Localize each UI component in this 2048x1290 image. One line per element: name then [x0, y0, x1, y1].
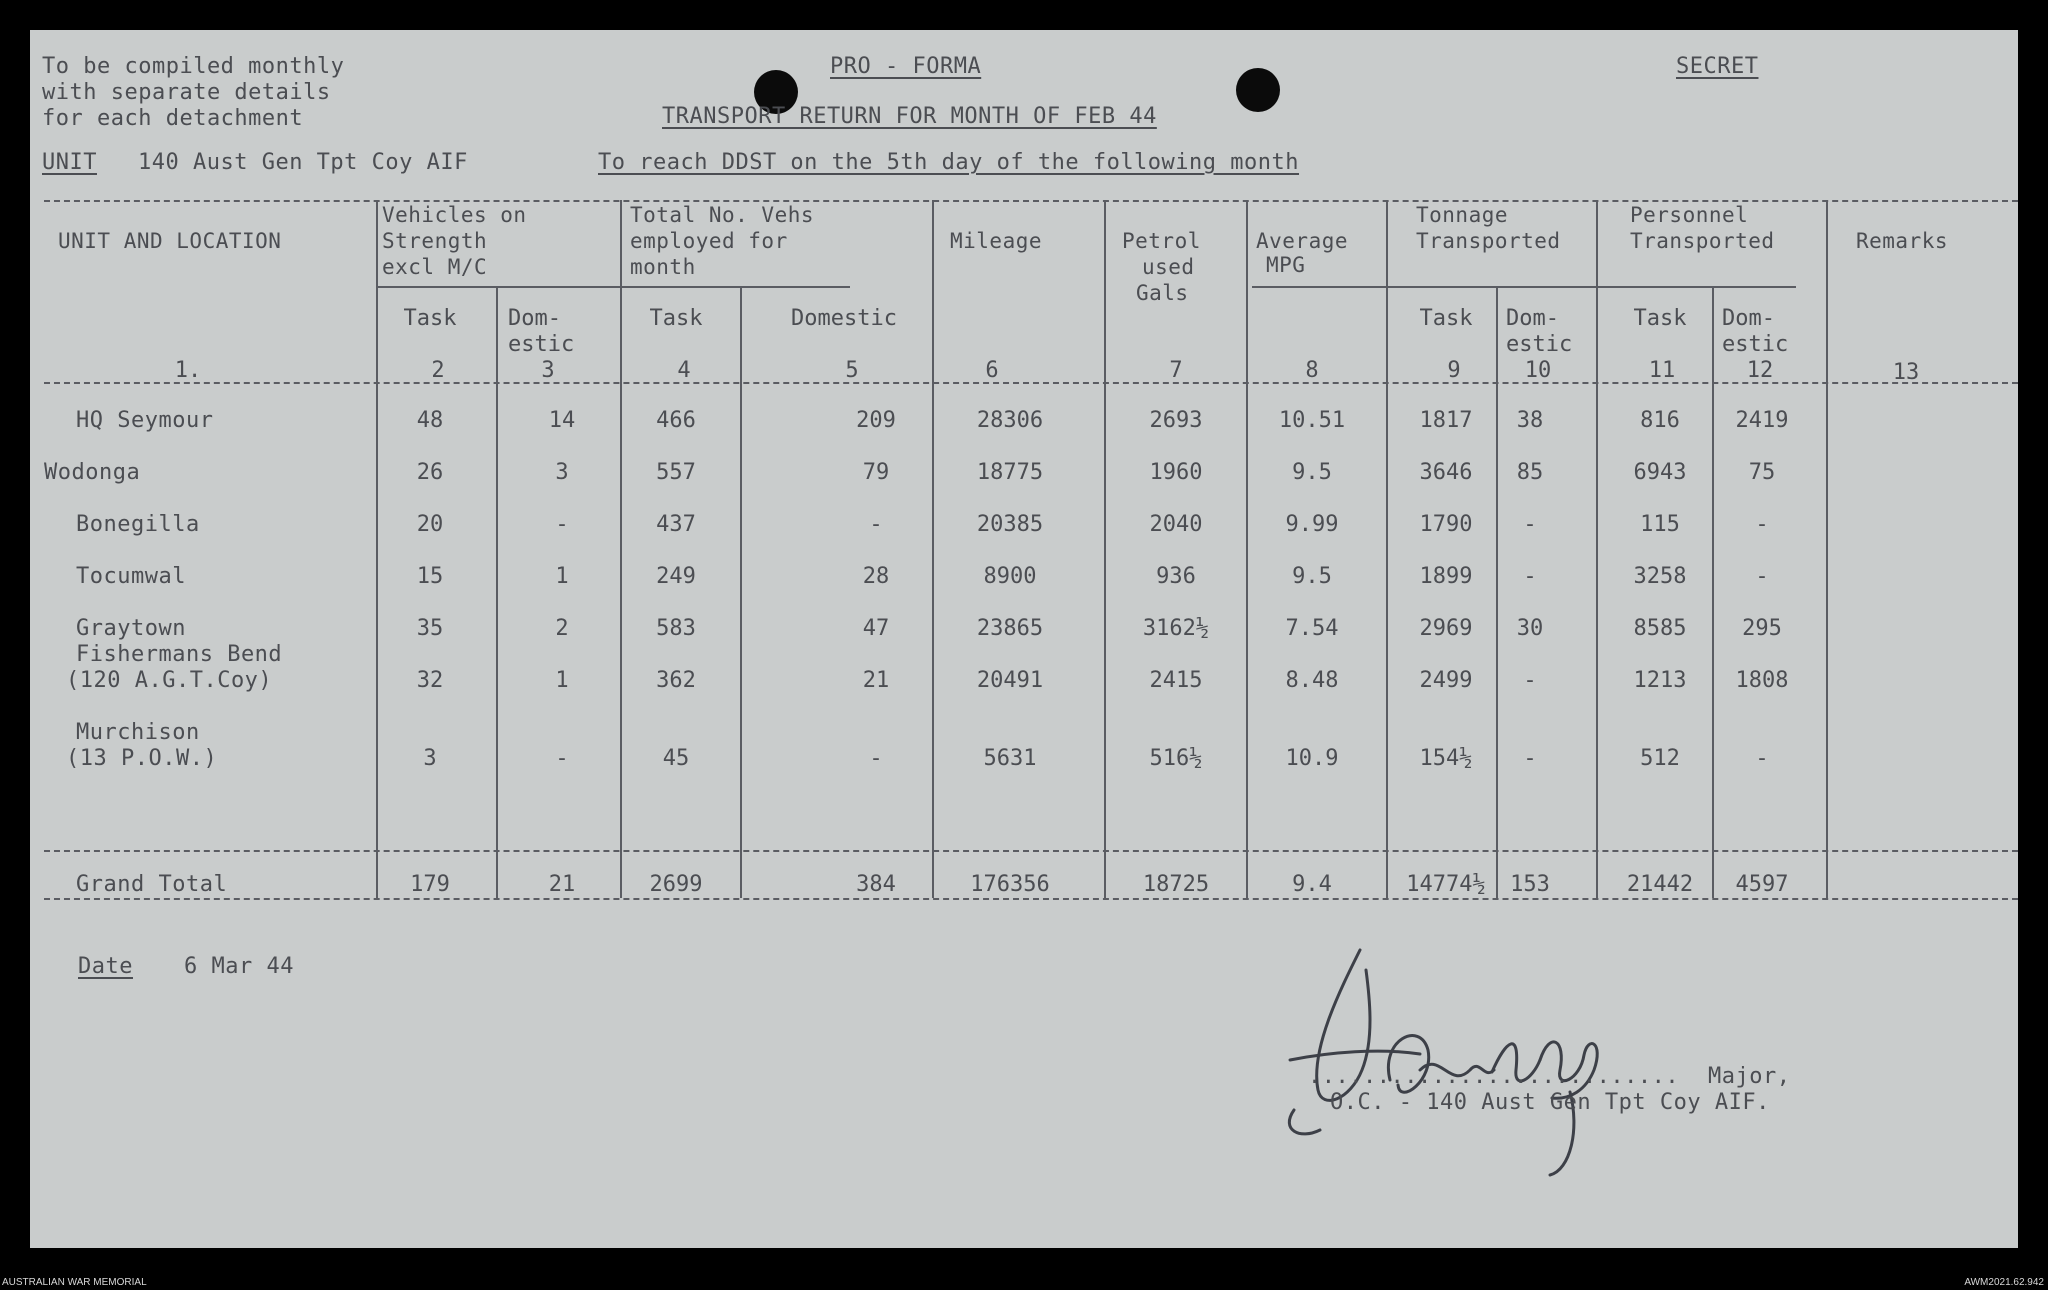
subheader-domestic-5: Domestic — [791, 306, 897, 331]
subheader-domestic-10b: estic — [1506, 332, 1573, 357]
table-cell: - — [555, 746, 569, 771]
table-cell: - — [1755, 564, 1769, 589]
table-cell: 2040 — [1149, 512, 1203, 537]
table-cell: 3 — [423, 746, 437, 771]
grand-total-cell: 4597 — [1735, 872, 1789, 897]
col-header-vehicles-strength-3: excl M/C — [382, 255, 488, 279]
table-cell: - — [1523, 668, 1537, 693]
table-cell: 3646 — [1419, 460, 1473, 485]
table-cell: 48 — [416, 408, 444, 433]
table-cell: 7.54 — [1285, 616, 1339, 641]
table-cell: 79 — [862, 460, 890, 485]
table-cell: 362 — [656, 668, 696, 693]
table-cell: 26 — [416, 460, 444, 485]
col-number-4: 4 — [677, 358, 691, 383]
table-cell: 1899 — [1419, 564, 1473, 589]
table-cell: 10.51 — [1278, 408, 1346, 433]
document-page — [30, 30, 2018, 1248]
signature-appointment: O.C. - 140 Aust Gen Tpt Coy AIF. — [1330, 1090, 1770, 1115]
table-cell: 3162½ — [1142, 616, 1210, 641]
subheader-task-11: Task — [1633, 306, 1687, 331]
row-location-name: HQ Seymour — [76, 408, 214, 433]
col-header-unit-location: UNIT AND LOCATION — [58, 229, 282, 253]
table-cell: 38 — [1516, 408, 1544, 433]
row-location-name: Graytown — [76, 616, 186, 641]
grand-total-cell: 176356 — [970, 872, 1050, 897]
instructions-line-1: To be compiled monthly — [42, 54, 345, 79]
table-cell: 75 — [1748, 460, 1776, 485]
row-location-name: (13 P.O.W.) — [66, 746, 218, 771]
table-cell: 557 — [656, 460, 696, 485]
table-cell: 1790 — [1419, 512, 1473, 537]
table-cell: 14 — [548, 408, 576, 433]
subheader-task-2: Task — [403, 306, 457, 331]
table-cell: 249 — [656, 564, 696, 589]
table-cell: 9.99 — [1285, 512, 1339, 537]
subheader-domestic-12a: Dom- — [1722, 306, 1775, 331]
table-cell: 1 — [555, 564, 569, 589]
col-header-personnel-2: Transported — [1630, 229, 1775, 253]
col-header-tonnage-1: Tonnage — [1416, 203, 1509, 227]
table-cell: 2499 — [1419, 668, 1473, 693]
table-cell: 1817 — [1419, 408, 1473, 433]
col-header-average-1: Average — [1256, 229, 1349, 253]
subheader-domestic-3a: Dom- — [508, 306, 561, 331]
table-cell: 512 — [1640, 746, 1680, 771]
table-cell: 28 — [862, 564, 890, 589]
table-cell: 47 — [862, 616, 890, 641]
table-cell: 8900 — [983, 564, 1037, 589]
row-location-name: Wodonga — [44, 460, 141, 485]
table-cell: 23865 — [976, 616, 1044, 641]
form-label: PRO - FORMA — [830, 54, 982, 79]
grand-total-cell: 384 — [856, 872, 896, 897]
table-cell: - — [869, 512, 883, 537]
col-number-13: 13 — [1892, 360, 1920, 385]
footer-left: AUSTRALIAN WAR MEMORIAL — [2, 1277, 147, 1288]
table-cell: 20385 — [976, 512, 1044, 537]
grand-total-label: Grand Total — [76, 872, 228, 897]
col-header-mileage: Mileage — [950, 229, 1043, 253]
table-cell: 28306 — [976, 408, 1044, 433]
col-header-vehicles-strength-1: Vehicles on — [382, 203, 527, 227]
instructions-line-2: with separate details — [42, 80, 331, 105]
col-header-vehicles-strength-2: Strength — [382, 229, 488, 253]
table-cell: 1960 — [1149, 460, 1203, 485]
table-cell: 3258 — [1633, 564, 1687, 589]
col-number-1: 1. — [174, 358, 202, 383]
table-cell: 9.5 — [1292, 460, 1332, 485]
classification: SECRET — [1676, 54, 1759, 79]
col-number-11: 11 — [1648, 358, 1676, 383]
table-cell: 516½ — [1149, 746, 1203, 771]
table-cell: 3 — [555, 460, 569, 485]
table-cell: 20 — [416, 512, 444, 537]
table-cell: 816 — [1640, 408, 1680, 433]
grand-total-cell: 2699 — [649, 872, 703, 897]
table-cell: - — [1755, 512, 1769, 537]
punch-hole-right — [1236, 68, 1280, 112]
table-cell: 1213 — [1633, 668, 1687, 693]
table-cell: 2 — [555, 616, 569, 641]
col-header-remarks: Remarks — [1856, 229, 1949, 253]
subheader-domestic-12b: estic — [1722, 332, 1789, 357]
table-cell: 2969 — [1419, 616, 1473, 641]
table-cell: - — [1523, 746, 1537, 771]
col-header-petrol-2: used — [1142, 255, 1195, 279]
table-cell: 18775 — [976, 460, 1044, 485]
col-number-6: 6 — [985, 358, 999, 383]
table-cell: 85 — [1516, 460, 1544, 485]
row-location-name: Tocumwal — [76, 564, 186, 589]
table-cell: 1 — [555, 668, 569, 693]
table-cell: 15 — [416, 564, 444, 589]
table-cell: 154½ — [1419, 746, 1473, 771]
date-value: 6 Mar 44 — [184, 954, 294, 979]
col-number-2: 2 — [431, 358, 445, 383]
table-cell: 8585 — [1633, 616, 1687, 641]
table-cell: 2415 — [1149, 668, 1203, 693]
table-cell: 209 — [856, 408, 896, 433]
document-title: TRANSPORT RETURN FOR MONTH OF FEB 44 — [662, 104, 1157, 129]
grand-total-cell: 21442 — [1626, 872, 1694, 897]
grand-total-cell: 14774½ — [1406, 872, 1486, 897]
table-cell: - — [1523, 512, 1537, 537]
table-cell: 295 — [1742, 616, 1782, 641]
col-number-12: 12 — [1746, 358, 1774, 383]
table-cell: 1808 — [1735, 668, 1789, 693]
grand-total-cell: 179 — [410, 872, 450, 897]
subheader-domestic-3b: estic — [508, 332, 575, 357]
table-cell: 5631 — [983, 746, 1037, 771]
col-header-petrol-1: Petrol — [1122, 229, 1201, 253]
date-label: Date — [78, 954, 133, 979]
table-cell: 437 — [656, 512, 696, 537]
col-number-3: 3 — [541, 358, 555, 383]
table-cell: 20491 — [976, 668, 1044, 693]
col-header-petrol-3: Gals — [1136, 281, 1189, 305]
grand-total-cell: 9.4 — [1292, 872, 1332, 897]
table-cell: 2419 — [1735, 408, 1789, 433]
table-cell: 583 — [656, 616, 696, 641]
table-cell: 45 — [662, 746, 690, 771]
col-number-8: 8 — [1305, 358, 1319, 383]
table-cell: 936 — [1156, 564, 1196, 589]
table-cell: 35 — [416, 616, 444, 641]
col-header-total-vehs-2: employed for — [630, 229, 788, 253]
row-location-name: Fishermans Bend — [76, 642, 283, 667]
grand-total-cell: 153 — [1510, 872, 1550, 897]
col-number-5: 5 — [845, 358, 859, 383]
table-cell: 2693 — [1149, 408, 1203, 433]
table-cell: 466 — [656, 408, 696, 433]
col-header-personnel-1: Personnel — [1630, 203, 1749, 227]
col-number-10: 10 — [1524, 358, 1552, 383]
col-header-total-vehs-3: month — [630, 255, 696, 279]
instructions-line-3: for each detachment — [42, 106, 304, 131]
table-cell: - — [1755, 746, 1769, 771]
footer-right: AWM2021.62.942 — [1964, 1277, 2044, 1288]
unit-value: 140 Aust Gen Tpt Coy AIF — [138, 150, 468, 175]
signature-rank: Major, — [1708, 1064, 1791, 1089]
col-number-9: 9 — [1447, 358, 1461, 383]
row-location-name: (120 A.G.T.Coy) — [66, 668, 273, 693]
table-cell: 9.5 — [1292, 564, 1332, 589]
col-header-tonnage-2: Transported — [1416, 229, 1561, 253]
grand-total-cell: 21 — [548, 872, 576, 897]
deadline-note: To reach DDST on the 5th day of the following month — [598, 150, 1300, 175]
table-cell: 21 — [862, 668, 890, 693]
col-number-7: 7 — [1169, 358, 1183, 383]
table-cell: - — [555, 512, 569, 537]
table-cell: - — [869, 746, 883, 771]
unit-label: UNIT — [42, 150, 97, 175]
table-cell: 30 — [1516, 616, 1544, 641]
subheader-domestic-10a: Dom- — [1506, 306, 1559, 331]
table-cell: 32 — [416, 668, 444, 693]
table-cell: 115 — [1640, 512, 1680, 537]
signature-dots: ........................... — [1308, 1064, 1680, 1089]
table-cell: 10.9 — [1285, 746, 1339, 771]
table-cell: 6943 — [1633, 460, 1687, 485]
table-cell: - — [1523, 564, 1537, 589]
grand-total-cell: 18725 — [1142, 872, 1210, 897]
handwritten-signature — [1270, 930, 1690, 1190]
col-header-total-vehs-1: Total No. Vehs — [630, 203, 815, 227]
col-header-average-2: MPG — [1266, 253, 1306, 277]
subheader-task-9: Task — [1419, 306, 1473, 331]
subheader-task-4: Task — [649, 306, 703, 331]
row-location-name: Bonegilla — [76, 512, 200, 537]
row-location-name: Murchison — [76, 720, 200, 745]
table-cell: 8.48 — [1285, 668, 1339, 693]
